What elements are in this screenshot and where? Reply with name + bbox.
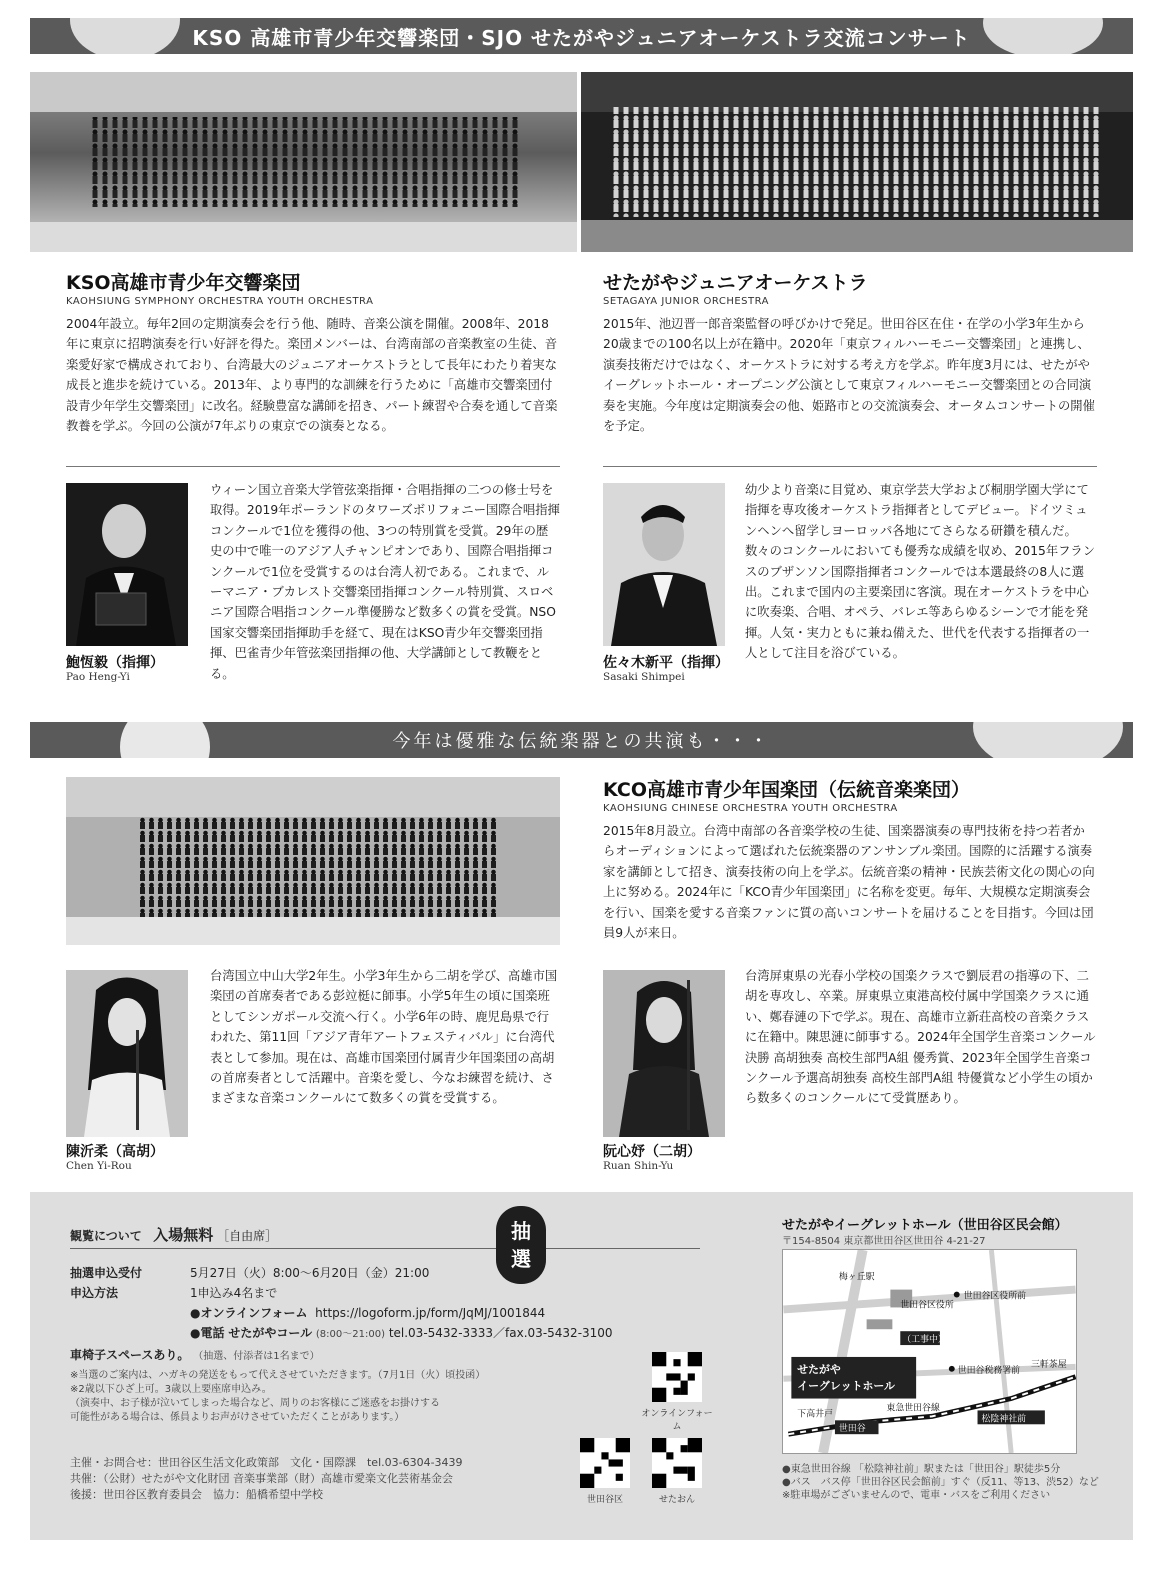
conductor1-roman: Pao Heng-Yi	[66, 671, 130, 683]
lottery-badge	[496, 1206, 546, 1284]
cosponsor: 共催：（公財）せたがや文化財団 音楽事業部（財）高雄市愛楽文化芸術基金会	[70, 1472, 453, 1485]
player2-bio: 台湾屏東県の光春小学校の国楽クラスで劉辰君の指導の下、二胡を専攻し、卒業。屏東県立東港高校付属中学国楽クラスに通い、鄭春漣の下で学ぶ。現在、高雄市立新荘高校の音楽クラスに在籍中。陳思漣に師事する。2024年全国学生音楽コンクール決勝 高胡独奏 高校生部門A組 優秀賞、2023年全国学生音楽コンクール予選高胡独奏 高校生部門A組 特優賞など小学生の頃から数多くのコンクールにて受賞歴あり。	[745, 969, 1096, 1106]
venue-address: 〒154-8504 東京都世田谷区世田谷 4-21-27	[782, 1236, 986, 1247]
phone-hours: (8:00～21:00)	[315, 1329, 385, 1340]
map-label: 三軒茶屋	[1031, 1359, 1067, 1370]
kso-title: KSO高雄市青少年交響楽団	[66, 272, 301, 294]
access-train: ●東急世田谷線 「松陰神社前」駅または「世田谷」駅徒歩5分	[782, 1464, 1061, 1475]
sasaki-shimpei-portrait	[603, 483, 725, 646]
about-heading	[70, 1224, 277, 1245]
method-label: 申込方法	[70, 1286, 119, 1300]
divider	[70, 1248, 700, 1249]
map-label: 松陰神社前	[981, 1414, 1027, 1425]
support: 後援：世田谷区教育委員会 協力：船橋希望中学校	[70, 1488, 323, 1501]
seat-label: ［自由席］	[217, 1229, 278, 1243]
player2-roman: Ruan Shin-Yu	[603, 1160, 674, 1172]
venue-map[interactable]	[782, 1249, 1077, 1454]
conductor1-bio: ウィーン国立音楽大学管弦楽指揮・合唱指揮の二つの修士号を取得。2019年ポーランドのタワーズボリフォニー国際合唱指揮コンクールで1位を獲得の他、3つの特別賞を受賞。29年の歴史の中で唯一のアジア人チャンピオンであり、国際合唱指揮コンクールで1位を受賞するのは台湾人初である。これまで、ルーマニア・ブカレスト交響楽団指揮コンクール特別賞、スロベニア国際合唱指コンクール準優勝など数多くの賞を受賞。NSO国家交響楽団指揮助手を経て、現在はKSO青少年交響楽団指揮、巴雀青少年管弦楽団指揮の他、大学講師として教鞭をとる。	[210, 483, 560, 681]
wheelchair-label: 車椅子スペースあり。	[70, 1348, 190, 1362]
map-label: 下高井戸	[797, 1409, 833, 1420]
flower-decoration-icon	[973, 722, 1123, 758]
qr-label: せたおん	[658, 1495, 695, 1505]
apply-period-label: 抽選申込受付	[70, 1266, 143, 1280]
online-form-url[interactable]: https://logoform.jp/form/JqMJ/1001844	[315, 1306, 546, 1320]
kco-title: KCO高雄市青少年国楽団（伝統音楽楽団）	[603, 779, 970, 801]
divider	[66, 466, 560, 467]
map-label: 世田谷区役所前	[963, 1291, 1027, 1302]
organizer: 主催・お問合せ：世田谷区生活文化政策部 文化・国際課 tel.03-6304-3439	[70, 1456, 463, 1469]
map-label: 世田谷税務署前	[957, 1365, 1021, 1376]
sjo-description: 2015年、池辺晋一郎音楽監督の呼びかけで発足。世田谷区在住・在学の小学3年生から20歳までの100名以上が在籍中。2020年「東京フィルハーモニー交響楽団」と連携し、演奏技術だけではなく、オーケストラに対する考え方を学ぶ。昨年度3月には、せたがやイーグレットホール・オープニング公演として東京フィルハーモニー交響楽団との合同演奏を実施。今年度は定期演奏会の他、姫路市との交流演奏会、オータムコンサートの開催を予定。	[603, 317, 1095, 434]
player2-name: 阮心妤（二胡）	[603, 1144, 701, 1160]
wheelchair-row	[70, 1346, 320, 1363]
note: （演奏中、お子様が泣いてしまった場合など、周りのお客様にご迷惑をお掛けする	[70, 1398, 440, 1409]
chen-yi-rou-portrait	[66, 970, 188, 1137]
map-label: 世田谷区役所	[900, 1300, 954, 1311]
apply-period: 5月27日（火）8:00～6月20日（金）21:00	[190, 1266, 430, 1280]
venue-name: せたがやイーグレットホール（世田谷区民会館）	[782, 1218, 1068, 1233]
concert-title: KSO 高雄市青少年交響楽団・SJO せたがやジュニアオーケストラ交流コンサート	[192, 25, 971, 50]
method-limit: 1申込み4名まで	[190, 1286, 278, 1300]
sjo-orchestra-photo	[581, 72, 1133, 252]
online-form-qr-icon[interactable]	[652, 1352, 702, 1402]
access-note: ※駐車場がございませんので、電車・バスをご利用ください	[782, 1490, 1051, 1501]
map-label: （工事中）	[902, 1335, 947, 1346]
divider	[603, 466, 1097, 467]
kco-description: 2015年8月設立。台湾中南部の各音楽学校の生徒、国楽器演奏の専門技術を持つ若者からオーディションによって選ばれた伝統楽器のアンサンブル楽団。国際的に活躍する演奏家を講師として招き、演奏技術の向上を学ぶ。伝統音楽の精神・民族芸術文化の関心の向上に努める。2024年に「KCO青少年国楽団」に名称を変更。毎年、大規模な定期演奏会を行い、国楽を愛する音楽ファンに質の高いコンサートを届けることを目指す。今回は団員9人が来日。	[603, 824, 1095, 941]
conductor2-name: 佐々木新平（指揮）	[603, 655, 729, 671]
kco-orchestra-photo	[66, 777, 560, 945]
player1-roman: Chen Yi-Rou	[66, 1160, 132, 1172]
traditional-banner-text: 今年は優雅な伝統楽器との共演も・・・	[392, 731, 771, 752]
lottery-char: 抽	[511, 1219, 531, 1243]
phone-label: ●電話	[190, 1326, 225, 1340]
phone-row	[190, 1324, 613, 1341]
access-bus: ●バス バス停「世田谷区民会館前」すぐ（反11、等13、渋52）など	[782, 1477, 1099, 1488]
kso-description: 2004年設立。毎年2回の定期演奏会を行う他、随時、音楽公演を開催。2008年、2018年に東京に招聘演奏を行い好評を得た。楽団メンバーは、台湾南部の音楽教室の生徒、音楽愛好家で構成されており、台湾最大のジュニアオーケストラとして長年にわたり着実な成長と進歩を続けている。2013年、より専門的な訓練を行うために「高雄市交響楽団付設青少年学生交響楽団」に改名。経験豊富な講師を招き、パート練習や合奏を通して音楽教養を学ぶ。今回の公演が7年ぶりの東京での演奏となる。	[66, 317, 558, 434]
map-label: 東急世田谷線	[886, 1403, 940, 1414]
ward-qr-icon[interactable]	[580, 1438, 630, 1488]
player1-name: 陳沂柔（高胡）	[66, 1144, 164, 1160]
map-label: イーグレットホール	[797, 1379, 895, 1393]
qr-label: オンラインフォーム	[641, 1409, 713, 1432]
kso-orchestra-photo	[30, 72, 577, 252]
traditional-banner	[30, 722, 1133, 758]
qr-label: 世田谷区	[586, 1495, 623, 1505]
wheelchair-note: （抽選、付添者は1名まで）	[193, 1351, 320, 1362]
flower-decoration-icon	[70, 18, 180, 54]
conductor2-roman: Sasaki Shimpei	[603, 671, 685, 683]
note: ※2歳以下ひざ上可。3歳以上要座席申込み。	[70, 1384, 272, 1395]
phone-numbers: tel.03-5432-3333／fax.03-5432-3100	[388, 1326, 613, 1340]
online-form-row	[190, 1304, 545, 1321]
flower-decoration-icon	[120, 722, 210, 758]
conductor2-bio: 幼少より音楽に目覚め、東京学芸大学および桐朋学園大学にて指揮を専攻後オーケストラ指揮者としてデビュー。ドイツミュンヘンへ留学しヨーロッパ各地にてさらなる研鑽を積んだ。数々のコンクールにおいても優秀な成績を収め、2015年フランスのブザンソン国際指揮者コンクールでは本選最終の8人に選出。これまで国内の主要楽団に客演。現在オーケストラを中心に吹奏楽、合唱、オペラ、バレエ等あらゆるシーンで才能を発揮。人気・実力ともに兼ね備えた、世代を代表する指揮者の一人として注目を浴びている。	[745, 483, 1096, 661]
conductor1-name: 鮑恆毅（指揮）	[66, 655, 164, 671]
map-label: 世田谷	[838, 1424, 866, 1435]
map-label: 梅ヶ丘駅	[838, 1272, 875, 1283]
player1-bio: 台湾国立中山大学2年生。小学3年生から二胡を学び、高雄市国楽団の首席奏者である彭竝梃に師事。小学5年生の頃に国楽班としてシンガポール交流へ行く。小学6年の時、鹿児島県で行われた、第11回「アジア青年アートフェスティバル」に台湾代表として参加。現在は、高雄市国楽団付属青少年国楽団の高胡の首席奏者として活躍中。音楽を愛し、今なお練習を続け、さまざまな音楽コンクールにて数多くの賞を受賞する。	[210, 969, 558, 1106]
flower-decoration-icon	[983, 18, 1103, 54]
kso-subtitle: KAOHSIUNG SYMPHONY ORCHESTRA YOUTH ORCHESTRA	[66, 296, 374, 307]
map-label: せたがや	[797, 1362, 841, 1376]
sjo-title: せたがやジュニアオーケストラ	[603, 272, 868, 294]
setaon-qr-icon[interactable]	[652, 1438, 702, 1488]
lottery-char: 選	[511, 1247, 531, 1271]
pao-heng-yi-portrait	[66, 483, 188, 646]
note: 可能性がある場合は、係員よりお声がけさせていただくことがあります。）	[70, 1412, 405, 1423]
phone-name: せたがやコール	[228, 1326, 313, 1340]
admission-label: 入場無料	[153, 1226, 214, 1244]
sjo-subtitle: SETAGAYA JUNIOR ORCHESTRA	[603, 296, 770, 307]
online-form-label: ●オンラインフォーム	[190, 1306, 308, 1320]
note: ※当選のご案内は、ハガキの発送をもって代えさせていただきます。（7月1日（火）頃投函）	[70, 1370, 486, 1381]
kco-subtitle: KAOHSIUNG CHINESE ORCHESTRA YOUTH ORCHESTRA	[603, 803, 898, 814]
about-label: 観覧について	[70, 1229, 142, 1243]
top-banner	[30, 18, 1133, 54]
ruan-shin-yu-portrait	[603, 970, 725, 1137]
info-panel	[30, 1192, 1133, 1540]
